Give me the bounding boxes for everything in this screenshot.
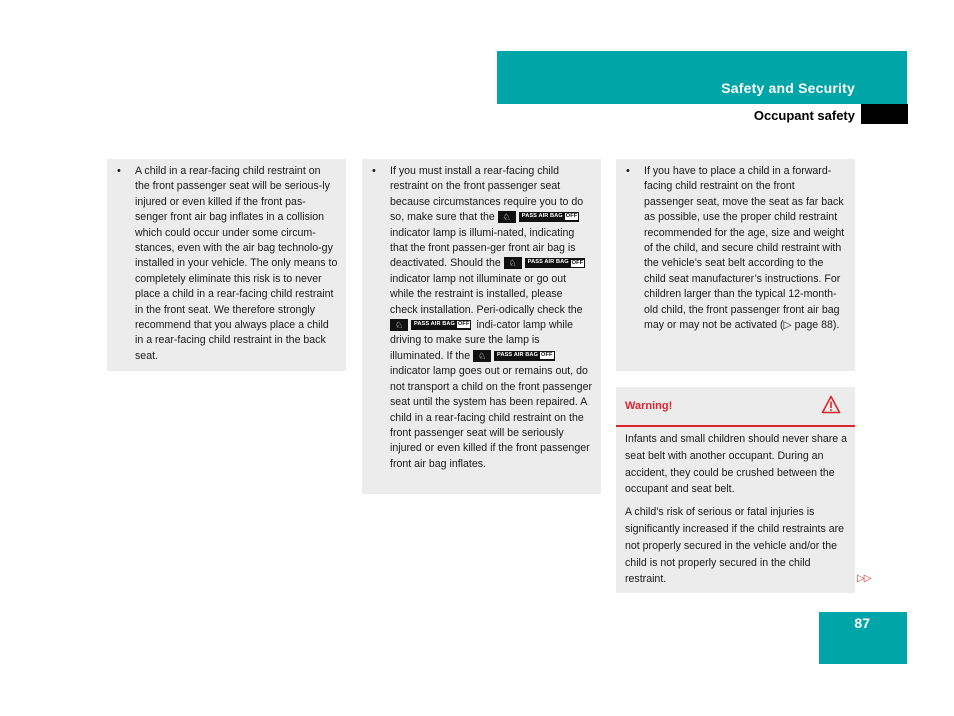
text-segment: indicator lamp goes out or remains out, do not transport a child on the front passenger seat until the system has been repaired. A child in a rear-facing child restraint on the front passenger seat will be seriously injured or even killed if the front passenger front air bag inflates.	[390, 365, 592, 470]
warning-header	[616, 387, 855, 427]
child-seat-icon: ♘	[473, 350, 491, 362]
bullet-marker: •	[372, 165, 376, 177]
warning-paragraph: A child’s risk of serious or fatal injuries is significantly increased if the child restraints are not properly secured in the vehicle and/or the child is not properly secured in the child restraint.	[625, 506, 845, 586]
warning-box	[616, 387, 855, 593]
indicator-label: PASS AIR BAG OFF	[494, 351, 554, 361]
section-tab-marker	[861, 104, 908, 124]
page-number: 87	[854, 615, 870, 631]
pass-air-bag-off-indicator	[498, 211, 579, 223]
header-band	[497, 51, 907, 104]
text-column-left	[107, 159, 346, 371]
continued-arrows-icon: ▷▷	[857, 573, 871, 584]
text-column-right	[616, 159, 855, 371]
pass-air-bag-off-indicator	[390, 319, 471, 331]
text-segment: indicator lamp is illumi-nated, indicating that the front passen-ger front air bag is deactivated. Should the	[390, 226, 576, 270]
indicator-label: PASS AIR BAG OFF	[519, 212, 579, 222]
child-seat-icon: ♘	[390, 319, 408, 331]
bullet-marker: •	[626, 165, 630, 177]
text-segment: If you must install a rear-facing child restraint on the front passenger seat because circumstances require you to do so, make sure that the	[390, 165, 584, 224]
text-segment: indicator lamp not illuminate or go out while the restraint is installed, please check installation. Peri-odically check the	[390, 272, 583, 316]
warning-triangle-icon	[821, 395, 841, 419]
indicator-label: PASS AIR BAG OFF	[411, 320, 471, 330]
text-column-middle	[362, 159, 601, 494]
warning-title: Warning!	[625, 400, 673, 412]
pass-air-bag-off-indicator	[504, 257, 585, 269]
warning-body	[625, 431, 847, 594]
bullet-text	[390, 164, 593, 472]
bullet-text: If you have to place a child in a forward-facing child restraint on the front passenger seat, move the seat as far back as possible, use the proper child restraint recommended for the age, size and weight of the child, and secure child restraint with the vehicle’s seat belt according to the child seat manufacturer’s instructions. For children larger than the typical 12-month-old child, the front passenger front air bag may or may not be activated (▷ page 88).	[644, 165, 845, 332]
bullet-marker: •	[117, 165, 121, 177]
text-segment: indi-cator lamp while driving to make sure the lamp is illuminated. If the	[390, 319, 573, 362]
indicator-label: PASS AIR BAG OFF	[525, 258, 585, 268]
child-seat-icon: ♘	[504, 257, 522, 269]
bullet-text: A child in a rear-facing child restraint on the front passenger seat will be serious-ly injured or even killed if the front pas-senger front air bag inflates in a collision which could occur under some circum-stances, even with the air bag technolo-gy installed in your vehicle. The only means to completely eliminate this risk is to never place a child in a rear-facing child restraint in the front seat. We therefore strongly recommend that you always place a child in a rear-facing child restraint in the back seat.	[135, 165, 338, 362]
section-title: Safety and Security	[721, 80, 855, 96]
subsection-title: Occupant safety	[753, 108, 855, 123]
warning-paragraph: Infants and small children should never share a seat belt with another occupant. During an accident, they could be crushed between the occupant and seat belt.	[625, 433, 848, 496]
pass-air-bag-off-indicator	[473, 350, 554, 362]
child-seat-icon: ♘	[498, 211, 516, 223]
